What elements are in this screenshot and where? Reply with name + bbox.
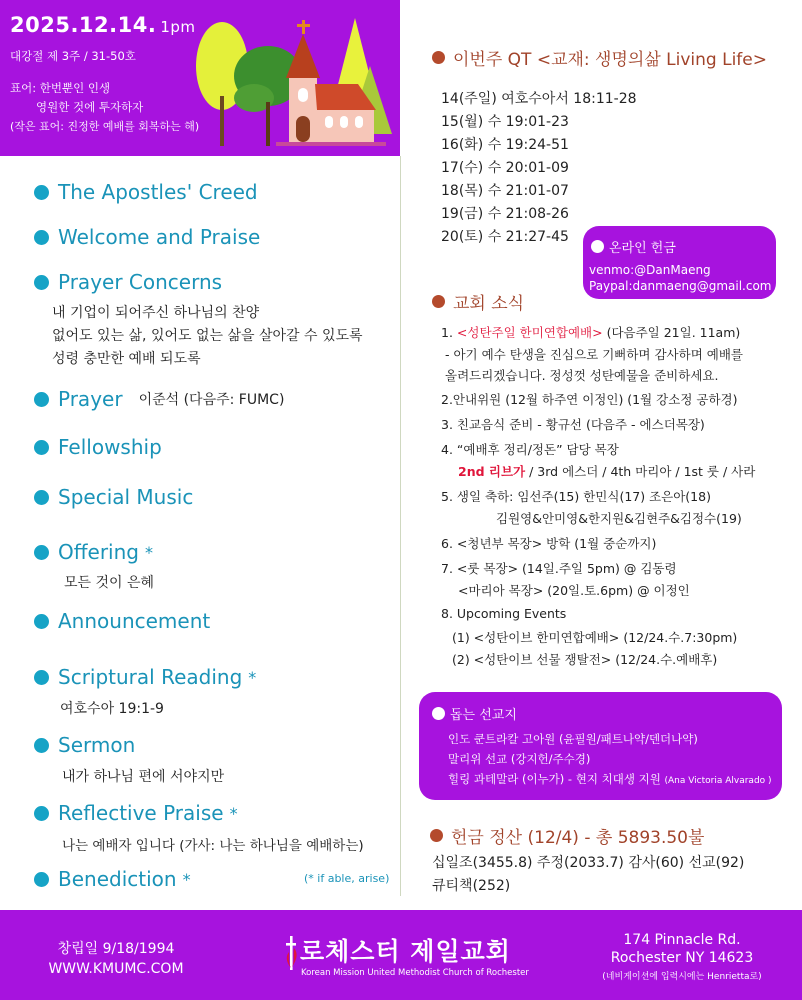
news-item-6: 6. <청년부 목장> 방학 (1월 중순까지) <box>441 536 657 551</box>
bullet-icon <box>432 295 445 308</box>
news-item-1 <box>441 323 740 341</box>
footer <box>0 910 802 1000</box>
news-item-7: 7. <룻 목장> (14일.주일 5pm) @ 김동령 <box>441 561 677 576</box>
online-offering-title: 온라인 헌금 <box>609 241 676 256</box>
order-announcement <box>34 609 210 633</box>
bullet-icon <box>430 829 443 842</box>
item-title: The Apostles' Creed <box>58 180 258 204</box>
church-illustration <box>180 6 395 154</box>
offering-summary-line-2: 큐티책(252) <box>432 878 511 894</box>
qt-row: 19(금) 수 21:08-26 <box>441 206 569 222</box>
item-title: Reflective Praise <box>58 801 224 825</box>
item-title: Welcome and Praise <box>58 225 261 249</box>
bullet-icon <box>34 230 49 245</box>
sub-motto: (작은 표어: 진정한 예배를 회복하는 해) <box>10 120 200 133</box>
news-number: 1. <box>441 325 453 340</box>
paypal-handle: Paypal:danmaeng@gmail.com <box>589 279 772 293</box>
bullet-icon <box>432 707 445 720</box>
missions-header <box>432 704 517 723</box>
news-item-1-line-3: 올려드리겠습니다. 정성껏 성탄예물을 준비하세요. <box>445 368 719 383</box>
cross-flame-icon <box>283 934 299 972</box>
bullet-icon <box>34 545 49 560</box>
address-line-1: 174 Pinnacle Rd. <box>623 932 741 948</box>
news-title: 교회 소식 <box>453 294 525 314</box>
mission-guatemala <box>448 771 772 787</box>
online-offering-header <box>591 237 676 256</box>
missions-box <box>419 692 782 800</box>
founded-date: 창립일 9/18/1994 <box>57 941 175 957</box>
news-section-header <box>432 289 524 314</box>
mission-guatemala-text: 힐링 과테말라 (이누가) - 현지 치대생 지원 <box>448 772 661 786</box>
arise-star: * <box>229 803 238 823</box>
group-rotation: / 3rd 에스더 / 4th 마리아 / 1st 룻 / 사라 <box>525 464 756 479</box>
order-fellowship <box>34 435 162 459</box>
website-link[interactable]: WWW.KMUMC.COM <box>48 961 184 977</box>
order-welcome <box>34 225 260 249</box>
item-title: Fellowship <box>58 435 162 459</box>
order-offering <box>34 540 153 564</box>
reflective-sub: 나는 예배자 입니다 (가사: 나는 하나님을 예배하는) <box>62 838 364 854</box>
item-title: Special Music <box>58 485 194 509</box>
qt-row: 20(토) 수 21:27-45 <box>441 229 569 245</box>
bullet-icon <box>432 51 445 64</box>
news-item-3: 3. 친교음식 준비 - 황규선 (다음주 - 에스더목장) <box>441 417 705 432</box>
mission-india: 인도 쿤트라칼 고아원 (윤필원/패트나약/덴더나약) <box>448 732 698 746</box>
qt-row: 18(목) 수 21:01-07 <box>441 183 569 199</box>
item-title: Prayer Concerns <box>58 270 223 294</box>
bullet-icon <box>34 440 49 455</box>
order-apostles-creed <box>34 180 258 204</box>
order-prayer-concerns <box>34 270 222 294</box>
item-title: Benediction <box>58 867 177 891</box>
item-title: Sermon <box>58 733 136 757</box>
christmas-service-time: (다음주일 21일. 11am) <box>606 325 741 340</box>
current-group: 2nd 리브가 <box>458 464 526 479</box>
offering-summary-title: 헌금 정산 (12/4) - 총 5893.50불 <box>451 828 705 848</box>
sermon-title: 내가 하나님 편에 서야지만 <box>62 769 225 785</box>
qt-row: 14(주일) 여호수아서 18:11-28 <box>441 91 637 107</box>
news-item-1-line-2: - 아기 예수 탄생을 진심으로 기뻐하며 감사하며 예배를 <box>445 347 743 362</box>
header-banner <box>0 0 400 156</box>
news-item-4-rotation <box>458 462 755 480</box>
qt-section-header <box>432 45 767 70</box>
order-benediction <box>34 867 191 891</box>
arise-note: (* if able, arise) <box>304 872 390 885</box>
mission-malawi: 말리위 선교 (강지헌/주수경) <box>448 752 591 766</box>
news-item-8: 8. Upcoming Events <box>441 606 567 621</box>
order-special-music <box>34 485 193 509</box>
item-title: Offering <box>58 540 139 564</box>
news-item-8-event-2: (2) <성탄이브 선물 쟁탈전> (12/24.수.예배후) <box>452 652 718 667</box>
bullet-icon <box>591 240 604 253</box>
venmo-handle: venmo:@DanMaeng <box>589 263 711 277</box>
prayer-concern-1: 내 기업이 되어주신 하나님의 찬양 <box>52 305 260 321</box>
offering-sub: 모든 것이 은혜 <box>64 575 155 591</box>
bullet-icon <box>34 392 49 407</box>
online-offering-box <box>583 226 776 299</box>
news-item-7-line-2: <마리아 목장> (20일.토.6pm) @ 이정인 <box>458 583 690 598</box>
news-item-4: 4. “예배후 정리/정돈” 담당 목장 <box>441 442 619 457</box>
prayer-concern-2: 없어도 있는 삶, 있어도 없는 삶을 살아갈 수 있도록 <box>52 328 363 344</box>
bullet-icon <box>34 490 49 505</box>
item-title: Prayer <box>58 387 123 411</box>
church-english-name: Korean Mission United Methodist Church of Rochester <box>301 968 529 978</box>
item-title: Announcement <box>58 609 211 633</box>
qt-row: 15(월) 수 19:01-23 <box>441 114 569 130</box>
offering-summary-line-1: 십일조(3455.8) 주정(2033.7) 감사(60) 선교(92) <box>432 855 745 871</box>
bullet-icon <box>34 738 49 753</box>
prayer-leader: 이준석 (다음주: FUMC) <box>138 392 285 408</box>
advent-week: 대강절 제 3주 / 31-50호 <box>10 49 136 63</box>
bullet-icon <box>34 275 49 290</box>
bullet-icon <box>34 806 49 821</box>
arise-star: * <box>182 869 191 889</box>
news-item-5: 5. 생일 축하: 임선주(15) 한민식(17) 조은아(18) <box>441 489 711 504</box>
scripture-sub: 여호수아 19:1-9 <box>60 701 164 717</box>
christmas-service-label: <성탄주일 한미연합예배> <box>456 325 603 340</box>
prayer-concern-3: 성령 충만한 예배 되도록 <box>52 351 201 367</box>
order-reflective-praise <box>34 801 238 825</box>
offering-summary-header <box>430 823 704 848</box>
bullet-icon <box>34 872 49 887</box>
motto-line-1: 표어: 한번뿐인 인생 <box>10 81 111 95</box>
bullet-icon <box>34 185 49 200</box>
missions-title: 돕는 선교지 <box>450 708 517 723</box>
order-prayer <box>34 387 284 411</box>
motto-line-2: 영원한 것에 투자하자 <box>36 100 144 114</box>
order-scripture <box>34 665 256 689</box>
news-item-8-event-1: (1) <성탄이브 한미연합예배> (12/24.수.7:30pm) <box>452 630 738 645</box>
qt-row: 16(화) 수 19:24-51 <box>441 137 569 153</box>
service-time: 1pm <box>160 18 196 36</box>
service-date <box>10 13 196 37</box>
bullet-icon <box>34 614 49 629</box>
qt-row: 17(수) 수 20:01-09 <box>441 160 569 176</box>
news-item-2: 2.안내위원 (12월 하주연 이정인) (1월 강소정 공하경) <box>441 392 738 407</box>
church-name: 로체스터 제일교회 <box>300 937 511 966</box>
bullet-icon <box>34 670 49 685</box>
item-title: Scriptural Reading <box>58 665 243 689</box>
qt-title: 이번주 QT <교재: 생명의삶 Living Life> <box>453 50 767 70</box>
address-line-2: Rochester NY 14623 <box>610 950 754 966</box>
arise-star: * <box>248 667 257 687</box>
date-text: 2025.12.14. <box>10 13 157 37</box>
arise-star: * <box>144 542 153 562</box>
column-divider <box>400 156 401 896</box>
address-note: (네비게이션에 입력시에는 Henrietta로) <box>602 972 762 982</box>
order-sermon <box>34 733 135 757</box>
mission-guatemala-recipient: (Ana Victoria Alvarado ) <box>664 776 772 786</box>
news-item-5-line-2: 김원영&안미영&한지원&김현주&김정수(19) <box>496 511 742 526</box>
